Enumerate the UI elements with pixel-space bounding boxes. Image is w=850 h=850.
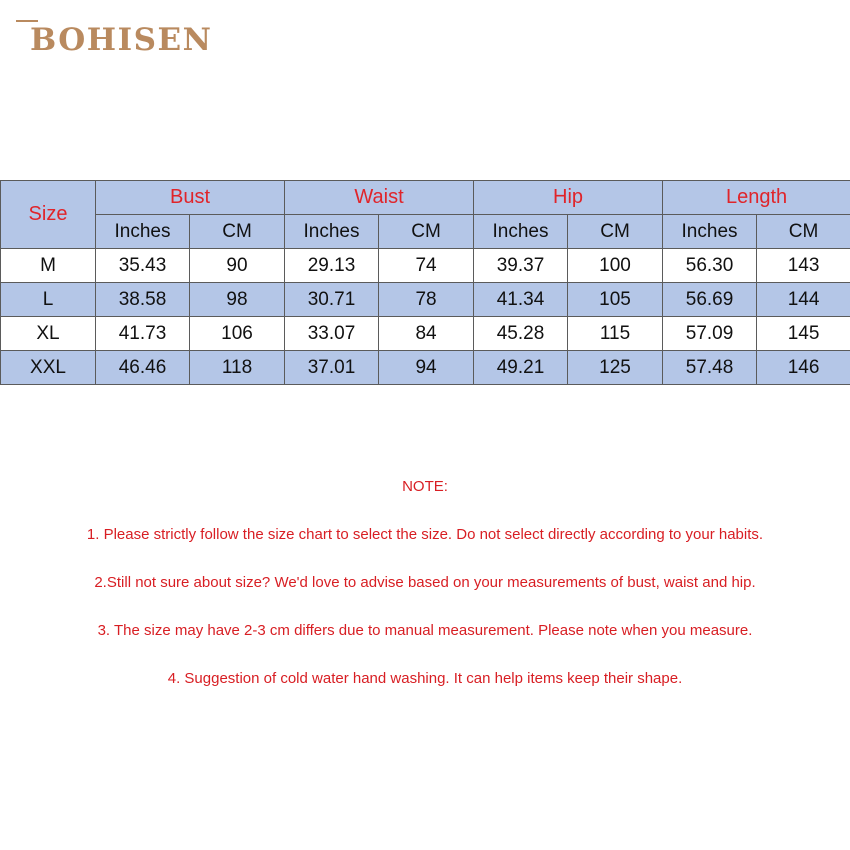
notes-section bbox=[0, 478, 850, 718]
size-header: Size bbox=[1, 181, 96, 249]
unit-header: CM bbox=[757, 215, 850, 249]
unit-header: Inches bbox=[663, 215, 757, 249]
table-cell: 90 bbox=[190, 249, 285, 283]
unit-header: Inches bbox=[474, 215, 568, 249]
logo-text: BOHISEN bbox=[30, 22, 213, 58]
table-cell: 57.09 bbox=[663, 317, 757, 351]
table-cell: 30.71 bbox=[285, 283, 379, 317]
size-cell: XL bbox=[1, 317, 96, 351]
table-cell: 146 bbox=[757, 351, 850, 385]
unit-header: CM bbox=[190, 215, 285, 249]
table-cell: 144 bbox=[757, 283, 850, 317]
waist-header: Waist bbox=[285, 181, 474, 215]
table-cell: 41.34 bbox=[474, 283, 568, 317]
size-cell: L bbox=[1, 283, 96, 317]
table-cell: 56.30 bbox=[663, 249, 757, 283]
table-cell: 94 bbox=[379, 351, 474, 385]
table-cell: 78 bbox=[379, 283, 474, 317]
note-line-4: 4. Suggestion of cold water hand washing. It can help items keep their shape. bbox=[167, 670, 683, 687]
unit-header: Inches bbox=[96, 215, 190, 249]
brand-logo bbox=[16, 18, 213, 58]
header-row-groups bbox=[1, 181, 850, 215]
table-cell: 41.73 bbox=[96, 317, 190, 351]
table-cell: 38.58 bbox=[96, 283, 190, 317]
length-header: Length bbox=[663, 181, 850, 215]
table-cell: 105 bbox=[568, 283, 663, 317]
table-cell: 35.43 bbox=[96, 249, 190, 283]
table-cell: 45.28 bbox=[474, 317, 568, 351]
table-cell: 29.13 bbox=[285, 249, 379, 283]
table-cell: 115 bbox=[568, 317, 663, 351]
table-row-m bbox=[1, 249, 850, 283]
size-cell: M bbox=[1, 249, 96, 283]
bust-header: Bust bbox=[96, 181, 285, 215]
table-cell: 33.07 bbox=[285, 317, 379, 351]
note-line-1: 1. Please strictly follow the size chart to select the size. Do not select directly according to your habits. bbox=[86, 526, 764, 543]
table-cell: 39.37 bbox=[474, 249, 568, 283]
unit-header: Inches bbox=[285, 215, 379, 249]
table-cell: 98 bbox=[190, 283, 285, 317]
note-line-2: 2.Still not sure about size? We'd love to advise based on your measurements of bust, waist and hip. bbox=[94, 574, 756, 591]
table-cell: 145 bbox=[757, 317, 850, 351]
table-row-l bbox=[1, 283, 850, 317]
table-cell: 125 bbox=[568, 351, 663, 385]
table-cell: 106 bbox=[190, 317, 285, 351]
size-cell: XXL bbox=[1, 351, 96, 385]
size-chart-table bbox=[0, 180, 850, 385]
table-cell: 84 bbox=[379, 317, 474, 351]
table-cell: 143 bbox=[757, 249, 850, 283]
note-title: NOTE: bbox=[402, 478, 448, 495]
table-cell: 37.01 bbox=[285, 351, 379, 385]
unit-header: CM bbox=[568, 215, 663, 249]
table-cell: 49.21 bbox=[474, 351, 568, 385]
table-cell: 118 bbox=[190, 351, 285, 385]
table-cell: 57.48 bbox=[663, 351, 757, 385]
table-row-xl bbox=[1, 317, 850, 351]
table-row-xxl bbox=[1, 351, 850, 385]
unit-header: CM bbox=[379, 215, 474, 249]
note-line-3: 3. The size may have 2-3 cm differs due to manual measurement. Please note when you measure. bbox=[97, 622, 753, 639]
hip-header: Hip bbox=[474, 181, 663, 215]
table-cell: 100 bbox=[568, 249, 663, 283]
table-cell: 46.46 bbox=[96, 351, 190, 385]
header-row-units bbox=[1, 215, 850, 249]
table-cell: 56.69 bbox=[663, 283, 757, 317]
table-cell: 74 bbox=[379, 249, 474, 283]
